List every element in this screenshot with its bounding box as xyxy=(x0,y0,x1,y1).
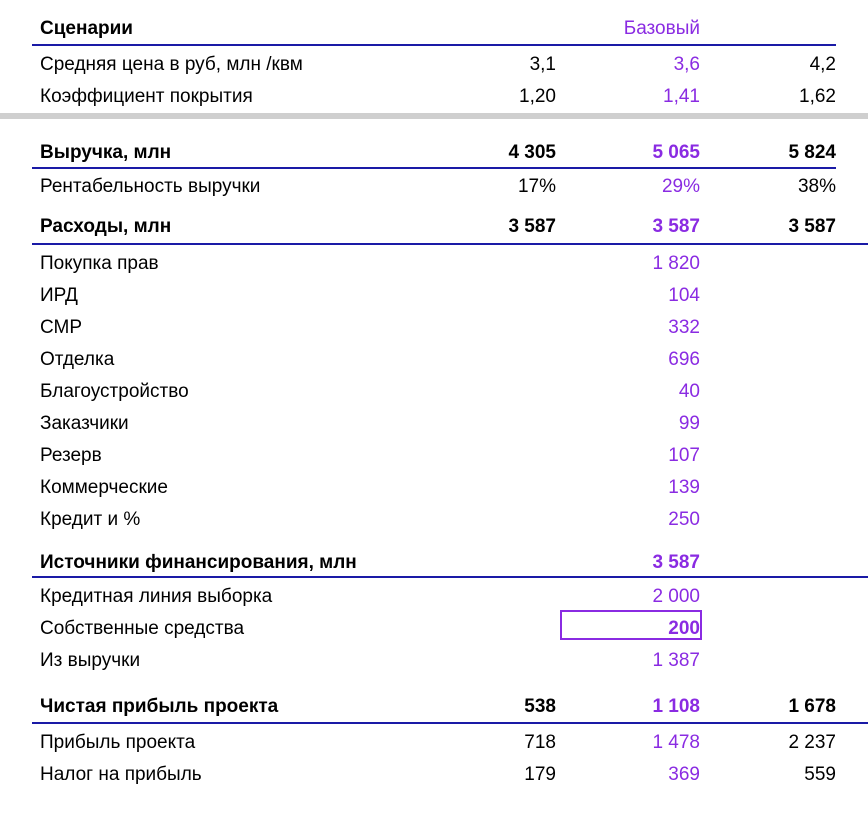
financing-row: Источники финансирования, млн 3 587 xyxy=(40,552,700,573)
expense-item: Коммерческие 139 xyxy=(40,477,700,498)
revenue-row: Выручка, млн 4 305 5 065 5 824 xyxy=(40,142,836,163)
financing-item: Из выручки 1 387 xyxy=(40,650,700,671)
scenarios-header-row xyxy=(0,13,868,45)
expense-item: Отделка 696 xyxy=(40,349,700,370)
own-funds-input[interactable]: 200 xyxy=(668,618,700,639)
net-profit-rule xyxy=(32,722,868,724)
scenarios-title: Сценарии xyxy=(40,18,133,39)
param-row-coverage: Коэффициент покрытия 1,20 1,41 1,62 xyxy=(40,86,836,107)
expense-item: СМР 332 xyxy=(40,317,700,338)
expense-item: ИРД 104 xyxy=(40,285,700,306)
financing-rule xyxy=(32,576,868,578)
net-profit-row: Чистая прибыль проекта 538 1 108 1 678 xyxy=(40,696,836,717)
expense-item: Резерв 107 xyxy=(40,445,700,466)
section-separator xyxy=(0,113,868,119)
financing-item: Кредитная линия выборка 2 000 xyxy=(40,586,700,607)
expenses-rule xyxy=(32,243,868,245)
expense-item: Заказчики 99 xyxy=(40,413,700,434)
profit-item: Прибыль проекта 718 1 478 2 237 xyxy=(40,732,836,753)
financing-item: Собственные средства 200 xyxy=(40,618,700,639)
param-row-price: Средняя цена в руб, млн /квм 3,1 3,6 4,2 xyxy=(40,54,836,75)
expense-item: Покупка прав 1 820 xyxy=(40,253,700,274)
expenses-row: Расходы, млн 3 587 3 587 3 587 xyxy=(40,216,836,237)
profit-item: Налог на прибыль 179 369 559 xyxy=(40,764,836,785)
revenue-rule xyxy=(32,167,836,169)
base-scenario-label: Базовый xyxy=(623,18,700,39)
expense-item: Кредит и % 250 xyxy=(40,509,700,530)
profitability-row: Рентабельность выручки 17% 29% 38% xyxy=(40,176,836,197)
expense-item: Благоустройство 40 xyxy=(40,381,700,402)
header-rule xyxy=(32,44,836,46)
